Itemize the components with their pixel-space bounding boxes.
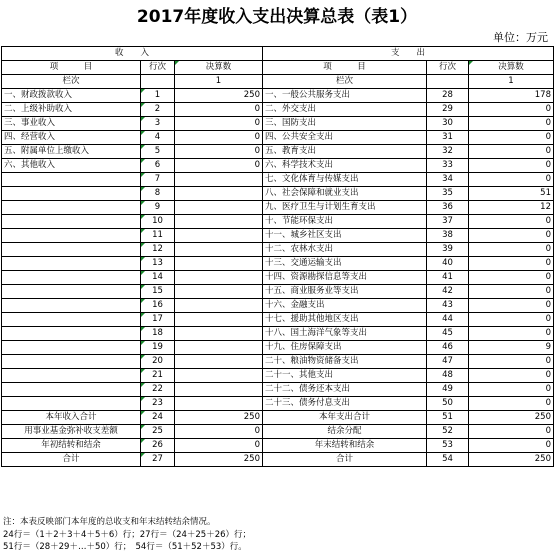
expense-item[interactable]: 十三、交通运输支出 xyxy=(263,257,427,271)
expense-value[interactable]: 0 xyxy=(469,369,554,383)
income-item[interactable] xyxy=(2,355,141,369)
income-value[interactable] xyxy=(175,397,263,411)
table-row xyxy=(2,187,554,201)
income-value[interactable] xyxy=(175,215,263,229)
table-row xyxy=(2,299,554,313)
income-line-no: 22 xyxy=(141,383,175,397)
table-row xyxy=(2,103,554,117)
expense-item[interactable]: 四、公共安全支出 xyxy=(263,131,427,145)
income-value[interactable]: 250 xyxy=(175,411,263,425)
expense-value[interactable]: 0 xyxy=(469,383,554,397)
expense-value[interactable]: 0 xyxy=(469,313,554,327)
expense-value[interactable]: 0 xyxy=(469,103,554,117)
table-row xyxy=(2,383,554,397)
expense-line-no: 45 xyxy=(427,327,469,341)
income-line-no: 14 xyxy=(141,271,175,285)
income-item[interactable] xyxy=(2,215,141,229)
income-item[interactable] xyxy=(2,341,141,355)
expense-line-no: 54 xyxy=(427,453,469,467)
section-header-row xyxy=(2,47,554,61)
expense-line-no: 43 xyxy=(427,299,469,313)
table-row xyxy=(2,117,554,131)
report-title: 2017年度收入支出决算总表（表1） xyxy=(136,7,418,27)
expense-value[interactable]: 0 xyxy=(469,397,554,411)
footnote-line: 51行＝（28＋29＋…＋50）行； 54行＝（51＋52＋53）行。 xyxy=(3,542,247,552)
expense-line-no: 49 xyxy=(427,383,469,397)
expense-value[interactable]: 9 xyxy=(469,341,554,355)
income-item[interactable] xyxy=(2,299,141,313)
income-line-no: 6 xyxy=(141,159,175,173)
expense-line-no: 29 xyxy=(427,103,469,117)
table-row xyxy=(2,229,554,243)
income-item[interactable] xyxy=(2,383,141,397)
expense-section-header: 支 出 xyxy=(263,47,554,61)
expense-item[interactable]: 十二、农林水支出 xyxy=(263,243,427,257)
income-item[interactable]: 用事业基金弥补收支差额 xyxy=(2,425,141,439)
income-value[interactable] xyxy=(175,313,263,327)
income-item[interactable] xyxy=(2,327,141,341)
income-value[interactable]: 0 xyxy=(175,103,263,117)
income-line-no: 18 xyxy=(141,327,175,341)
income-line-no: 26 xyxy=(141,439,175,453)
expense-value[interactable]: 250 xyxy=(469,411,554,425)
table-row xyxy=(2,341,554,355)
expense-value[interactable]: 0 xyxy=(469,159,554,173)
income-value[interactable]: 0 xyxy=(175,159,263,173)
table-row xyxy=(2,145,554,159)
expense-item[interactable]: 结余分配 xyxy=(263,425,427,439)
income-line-no: 24 xyxy=(141,411,175,425)
income-section-header: 收 入 xyxy=(2,47,263,61)
income-line-no: 3 xyxy=(141,117,175,131)
income-value[interactable]: 0 xyxy=(175,425,263,439)
expense-item[interactable]: 二十三、债务付息支出 xyxy=(263,397,427,411)
table-row xyxy=(2,131,554,145)
income-line-no: 19 xyxy=(141,341,175,355)
income-line-no: 2 xyxy=(141,103,175,117)
income-line-no: 27 xyxy=(141,453,175,467)
income-value[interactable] xyxy=(175,327,263,341)
income-value[interactable]: 250 xyxy=(175,89,263,103)
expense-value[interactable]: 0 xyxy=(469,229,554,243)
expense-item[interactable]: 二十二、债务还本支出 xyxy=(263,383,427,397)
table-row xyxy=(2,453,554,467)
expense-item[interactable]: 三、国防支出 xyxy=(263,117,427,131)
income-line-no: 1 xyxy=(141,89,175,103)
income-line-no: 15 xyxy=(141,285,175,299)
income-line-no: 8 xyxy=(141,187,175,201)
income-value[interactable] xyxy=(175,201,263,215)
income-line-no: 20 xyxy=(141,355,175,369)
expense-item[interactable]: 二十一、其他支出 xyxy=(263,369,427,383)
expense-item[interactable]: 十六、金融支出 xyxy=(263,299,427,313)
income-line-no: 5 xyxy=(141,145,175,159)
expense-value[interactable]: 0 xyxy=(469,131,554,145)
footnotes xyxy=(3,516,251,554)
table-row xyxy=(2,397,554,411)
expense-line-no: 36 xyxy=(427,201,469,215)
footnote-line: 24行＝（1＋2＋3＋4＋5＋6）行；27行＝（24＋25＋26）行； xyxy=(3,529,252,540)
income-value[interactable]: 0 xyxy=(175,145,263,159)
column-header-row xyxy=(2,61,554,75)
expense-line-no: 38 xyxy=(427,229,469,243)
table-row xyxy=(2,159,554,173)
table-row xyxy=(2,439,554,453)
income-line-no: 11 xyxy=(141,229,175,243)
expense-value[interactable]: 0 xyxy=(469,355,554,369)
expense-lanci-label: 栏次 xyxy=(263,75,427,89)
expense-line-no: 30 xyxy=(427,117,469,131)
income-item[interactable]: 年初结转和结余 xyxy=(2,439,141,453)
income-lanci-empty xyxy=(141,75,175,89)
expense-line-no: 48 xyxy=(427,369,469,383)
income-item[interactable]: 三、事业收入 xyxy=(2,117,141,131)
expense-line-no: 46 xyxy=(427,341,469,355)
table-row xyxy=(2,89,554,103)
income-item[interactable] xyxy=(2,285,141,299)
expense-value[interactable]: 0 xyxy=(469,425,554,439)
income-lanci-col: 1 xyxy=(175,75,263,89)
expense-item[interactable]: 十、节能环保支出 xyxy=(263,215,427,229)
expense-line-no: 47 xyxy=(427,355,469,369)
income-line-no: 23 xyxy=(141,397,175,411)
expense-value[interactable]: 0 xyxy=(469,243,554,257)
income-line-no: 9 xyxy=(141,201,175,215)
expense-value[interactable]: 0 xyxy=(469,439,554,453)
expense-line-no: 35 xyxy=(427,187,469,201)
expense-item[interactable]: 十一、城乡社区支出 xyxy=(263,229,427,243)
income-item[interactable]: 五、附属单位上缴收入 xyxy=(2,145,141,159)
expense-line-no: 50 xyxy=(427,397,469,411)
income-item-header: 项 目 xyxy=(2,61,141,75)
table-row xyxy=(2,285,554,299)
expense-item[interactable]: 五、教育支出 xyxy=(263,145,427,159)
expense-line-no: 37 xyxy=(427,215,469,229)
income-line-no: 17 xyxy=(141,313,175,327)
expense-value[interactable]: 0 xyxy=(469,173,554,187)
income-item[interactable] xyxy=(2,229,141,243)
expense-lanci-empty xyxy=(427,75,469,89)
income-value[interactable] xyxy=(175,369,263,383)
income-value[interactable] xyxy=(175,257,263,271)
income-line-no: 10 xyxy=(141,215,175,229)
expense-line-no: 42 xyxy=(427,285,469,299)
expense-item[interactable]: 年末结转和结余 xyxy=(263,439,427,453)
income-line-no: 7 xyxy=(141,173,175,187)
expense-value[interactable]: 0 xyxy=(469,271,554,285)
lanci-row xyxy=(2,75,554,89)
table-row xyxy=(2,257,554,271)
income-value[interactable] xyxy=(175,383,263,397)
income-amount-header: 决算数 xyxy=(175,61,263,75)
income-value[interactable]: 0 xyxy=(175,131,263,145)
footnote-line: 注：本表反映部门本年度的总收支和年末结转结余情况。 xyxy=(3,517,216,527)
expense-line-no: 41 xyxy=(427,271,469,285)
unit-label: 单位：万元 xyxy=(493,31,548,44)
expense-line-no: 39 xyxy=(427,243,469,257)
income-line-no: 25 xyxy=(141,425,175,439)
expense-value[interactable]: 178 xyxy=(469,89,554,103)
expense-line-no: 53 xyxy=(427,439,469,453)
income-item[interactable]: 本年收入合计 xyxy=(2,411,141,425)
expense-item[interactable]: 二、外交支出 xyxy=(263,103,427,117)
income-line-no: 13 xyxy=(141,257,175,271)
income-item[interactable]: 四、经营收入 xyxy=(2,131,141,145)
expense-lanci-col: 1 xyxy=(469,75,554,89)
income-value[interactable] xyxy=(175,243,263,257)
income-item[interactable] xyxy=(2,173,141,187)
expense-value[interactable]: 0 xyxy=(469,215,554,229)
expense-line-no: 32 xyxy=(427,145,469,159)
table-row xyxy=(2,313,554,327)
expense-item-header: 项 目 xyxy=(263,61,427,75)
budget-table xyxy=(1,46,554,467)
expense-amount-header: 决算数 xyxy=(469,61,554,75)
table-row xyxy=(2,215,554,229)
income-value[interactable] xyxy=(175,299,263,313)
income-item[interactable] xyxy=(2,271,141,285)
expense-value[interactable]: 0 xyxy=(469,257,554,271)
expense-value[interactable]: 0 xyxy=(469,327,554,341)
income-lineno-header: 行次 xyxy=(141,61,175,75)
income-value[interactable]: 250 xyxy=(175,453,263,467)
income-item[interactable] xyxy=(2,369,141,383)
expense-line-no: 31 xyxy=(427,131,469,145)
income-item[interactable] xyxy=(2,201,141,215)
table-row xyxy=(2,425,554,439)
expense-item[interactable]: 十八、国土海洋气象等支出 xyxy=(263,327,427,341)
income-value[interactable] xyxy=(175,187,263,201)
expense-item[interactable]: 十四、资源勘探信息等支出 xyxy=(263,271,427,285)
table-row xyxy=(2,355,554,369)
income-item[interactable]: 六、其他收入 xyxy=(2,159,141,173)
income-lanci-label: 栏次 xyxy=(2,75,141,89)
income-line-no: 21 xyxy=(141,369,175,383)
income-line-no: 12 xyxy=(141,243,175,257)
income-item[interactable]: 一、财政拨款收入 xyxy=(2,89,141,103)
table-row xyxy=(2,201,554,215)
income-item[interactable] xyxy=(2,187,141,201)
expense-item[interactable]: 合计 xyxy=(263,453,427,467)
expense-line-no: 52 xyxy=(427,425,469,439)
expense-lineno-header: 行次 xyxy=(427,61,469,75)
income-value[interactable] xyxy=(175,341,263,355)
expense-item[interactable]: 本年支出合计 xyxy=(263,411,427,425)
expense-value[interactable]: 250 xyxy=(469,453,554,467)
expense-item[interactable]: 六、科学技术支出 xyxy=(263,159,427,173)
income-item[interactable]: 二、上级补助收入 xyxy=(2,103,141,117)
table-row xyxy=(2,327,554,341)
expense-item[interactable]: 一、一般公共服务支出 xyxy=(263,89,427,103)
income-item[interactable] xyxy=(2,243,141,257)
expense-line-no: 40 xyxy=(427,257,469,271)
expense-line-no: 28 xyxy=(427,89,469,103)
expense-line-no: 33 xyxy=(427,159,469,173)
expense-item[interactable]: 八、社会保障和就业支出 xyxy=(263,187,427,201)
table-row xyxy=(2,243,554,257)
income-item[interactable]: 合计 xyxy=(2,453,141,467)
income-value[interactable] xyxy=(175,285,263,299)
income-value[interactable] xyxy=(175,355,263,369)
income-value[interactable] xyxy=(175,173,263,187)
expense-value[interactable]: 0 xyxy=(469,285,554,299)
expense-item[interactable]: 十七、援助其他地区支出 xyxy=(263,313,427,327)
expense-item[interactable]: 七、文化体育与传媒支出 xyxy=(263,173,427,187)
expense-line-no: 51 xyxy=(427,411,469,425)
income-line-no: 16 xyxy=(141,299,175,313)
income-item[interactable] xyxy=(2,257,141,271)
expense-item[interactable]: 九、医疗卫生与计划生育支出 xyxy=(263,201,427,215)
expense-value[interactable]: 0 xyxy=(469,299,554,313)
expense-value[interactable]: 12 xyxy=(469,201,554,215)
expense-line-no: 34 xyxy=(427,173,469,187)
income-item[interactable] xyxy=(2,313,141,327)
expense-item[interactable]: 二十、粮油物资储备支出 xyxy=(263,355,427,369)
income-value[interactable]: 0 xyxy=(175,117,263,131)
expense-value[interactable]: 0 xyxy=(469,117,554,131)
expense-value[interactable]: 0 xyxy=(469,145,554,159)
table-row xyxy=(2,173,554,187)
income-item[interactable] xyxy=(2,397,141,411)
income-value[interactable] xyxy=(175,271,263,285)
expense-item[interactable]: 十五、商业服务业等支出 xyxy=(263,285,427,299)
income-value[interactable]: 0 xyxy=(175,439,263,453)
expense-value[interactable]: 51 xyxy=(469,187,554,201)
table-row xyxy=(2,369,554,383)
income-line-no: 4 xyxy=(141,131,175,145)
table-row xyxy=(2,411,554,425)
expense-line-no: 44 xyxy=(427,313,469,327)
expense-item[interactable]: 十九、住房保障支出 xyxy=(263,341,427,355)
income-value[interactable] xyxy=(175,229,263,243)
table-row xyxy=(2,271,554,285)
